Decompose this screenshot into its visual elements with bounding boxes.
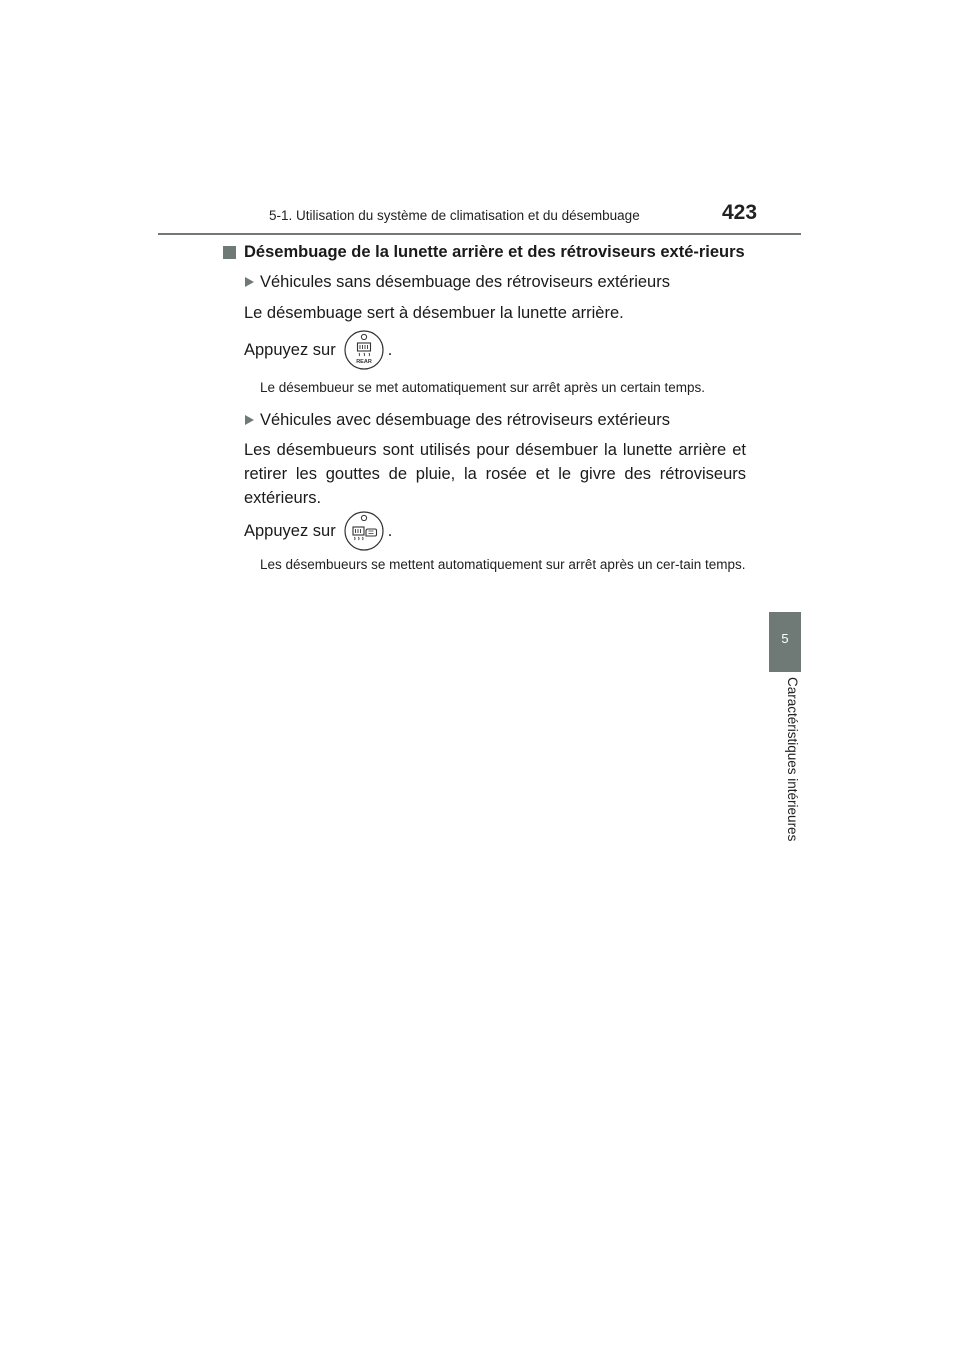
press-prefix: Appuyez sur — [244, 340, 336, 359]
subsection-text: Véhicules sans désembuage des rétroviseurs extérieurs — [260, 273, 670, 291]
press-suffix: . — [387, 521, 393, 540]
subsection-with-mirror-defogger — [244, 408, 746, 432]
subsection-text: Véhicules avec désembuage des rétroviseurs extérieurs — [260, 411, 670, 429]
header-section-title: 5-1. Utilisation du système de climatisation et du désembuage — [269, 208, 640, 223]
chapter-label: Caractéristiques intérieures — [785, 677, 800, 842]
body-paragraph: Les désembueurs sont utilisés pour désembuer la lunette arrière et retirer les gouttes de pluie, la rosée et le givre des rétroviseurs extérieurs. — [244, 441, 746, 507]
body-paragraph: Le désembuage sert à désembuer la lunette arrière. — [244, 304, 624, 322]
header-divider — [158, 233, 801, 235]
section-heading — [244, 240, 746, 264]
main-content — [244, 240, 746, 575]
rear-button-label: REAR — [355, 359, 372, 365]
rear-defogger-button-icon — [344, 330, 384, 370]
chapter-tab — [769, 612, 801, 672]
triangle-bullet-icon — [245, 277, 254, 287]
subsection-without-mirror-defogger — [244, 270, 746, 294]
chapter-number: 5 — [781, 631, 789, 646]
note-text: Les désembueurs se mettent automatiquement sur arrêt après un cer-tain temps. — [260, 557, 746, 572]
triangle-bullet-icon — [245, 415, 254, 425]
note-text: Le désembueur se met automatiquement sur arrêt après un certain temps. — [260, 380, 705, 395]
press-prefix: Appuyez sur — [244, 521, 336, 540]
section-heading-text: Désembuage de la lunette arrière et des rétroviseurs exté-rieurs — [244, 243, 745, 261]
press-suffix: . — [387, 340, 393, 359]
page-number: 423 — [722, 201, 758, 224]
press-instruction — [244, 510, 746, 552]
press-instruction — [244, 329, 746, 371]
square-bullet-icon — [223, 246, 236, 259]
rear-and-mirror-defogger-button-icon — [344, 511, 384, 551]
